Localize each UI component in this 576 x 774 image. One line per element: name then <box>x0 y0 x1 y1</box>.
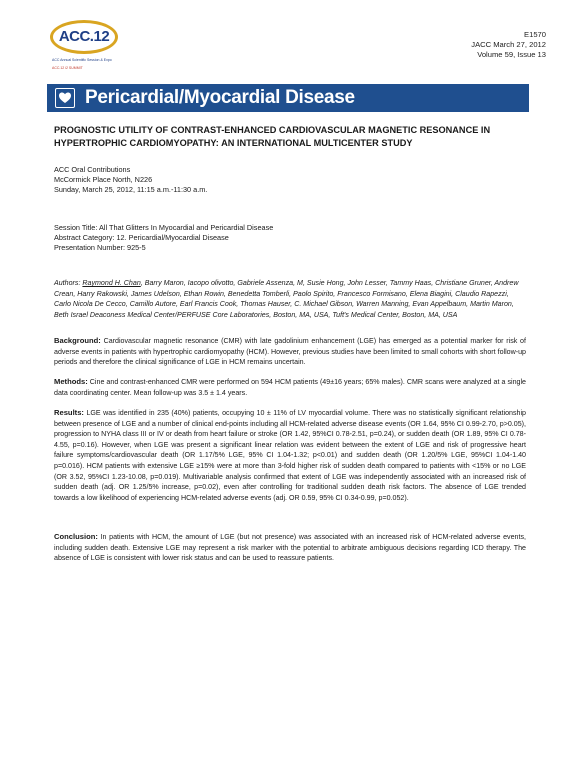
session-type: ACC Oral Contributions <box>54 165 131 174</box>
acc-logo-badge <box>50 20 118 54</box>
methods-text: Cine and contrast-enhanced CMR were performed on 594 HCM patients (49±16 years; 65% males). CMR scans were analyzed at a single data coordinating center. Mean follow-up was 3.5 ± 1.4 years. <box>54 378 526 397</box>
session-datetime: Sunday, March 25, 2012, 11:15 a.m.-11:30 a.m. <box>54 185 208 195</box>
journal-volume: Volume 59, Issue 13 <box>477 50 546 59</box>
background-label: Background: <box>54 336 101 345</box>
authors <box>54 278 526 320</box>
session-location: McCormick Place North, N226 <box>54 175 153 185</box>
conclusion-section <box>54 532 526 564</box>
heart-shield-icon <box>55 88 75 108</box>
acc-logo-sub-tagline: ACC.12 i2 SUMMIT <box>52 66 83 70</box>
article-title: PROGNOSTIC UTILITY OF CONTRAST-ENHANCED CARDIOVASCULAR MAGNETIC RESONANCE IN HYPERTROPHIC CARDIOMYOPATHY: AN INTERNATIONAL MULTICENTER STUDY <box>54 125 491 148</box>
conclusion-text: In patients with HCM, the amount of LGE (but not presence) was associated with an increased risk of HCM-related adverse events, including sudden death. Extensive LGE may represent a risk marker with the potential to arbitrate ambiguous decisions regarding ICD therapy. The absence of LGE is consistent with lower risk status and can be used to reassure patients. <box>54 533 526 563</box>
conclusion-label: Conclusion: <box>54 532 98 541</box>
acc-logo <box>50 20 120 80</box>
section-title: Pericardial/Myocardial Disease <box>85 87 355 108</box>
methods-label: Methods: <box>54 377 88 386</box>
journal-date: JACC March 27, 2012 <box>471 40 546 49</box>
authors-list: , Barry Maron, Iacopo olivotto, Gabriele Assenza, M, Susie Hong, John Lesser, Tammy Haas, Christiane Gruner, Andrew Crean, Harry Rakowski, James Udelson, Ethan Rowin, Benedetta Tomberli, Paolo Spirito, Francesco Formisano, Elena Biagini, Claudio Rapezzi, Carlo Nicola De Cecco, Camillo Autore, Earl Francis Cook, Thomas Hauser, C. Michael Gibson, Warren Manning, Evan Appelbaum, Martin Maron, Beth Israel Deaconess Medical Center/PERFUSE Core Laboratories, Boston, MA, USA, Tuft's Medical Center, Boston, MA, USA <box>54 279 519 319</box>
acc-logo-text: ACC.12 <box>58 28 110 45</box>
acc-logo-tagline: ACC Annual Scientific Session & Expo <box>52 58 112 62</box>
results-label: Results: <box>54 408 84 417</box>
abstract-id: E1570 <box>524 30 546 39</box>
methods-section <box>54 377 526 398</box>
session-title: Session Title: All That Glitters In Myocardial and Pericardial Disease <box>54 223 274 232</box>
abstract-category: Abstract Category: 12. Pericardial/Myocardial Disease <box>54 233 229 243</box>
results-section <box>54 408 526 503</box>
session-details <box>54 223 526 254</box>
presentation-number: Presentation Number: 925-5 <box>54 243 146 253</box>
authors-label: Authors: <box>54 279 81 287</box>
journal-meta <box>471 30 546 60</box>
results-text: LGE was identified in 235 (40%) patients, occupying 10 ± 11% of LV myocardial volume. There was no statistically significant relationship between presence of LGE and a number of clinical end-points including all HCM-related adverse disease events (OR 1.64, 95% CI 0.99-2.70, p>0.05), progression to NYHA class III or IV or death from heart failure or stroke (OR 1.42, 95%CI 0.78-2.51, p=0.24), or sudden death (OR 1.89, 95% CI 0.78-4.55, p=0.16). However, when LGE was present a significant linear relation was evident between the extent of LGE and risk of progressive heart failure symptoms/cardiovascular death (OR 1.17/5% LGE, 95% CI 1.04-1.32; p<0.01) and sudden death (OR 1.20/5% LGE, 95%CI 1.04-1.40 p=0.016). HCM patients with extensive LGE ≥15% were at more than 3-fold higher risk of sudden death compared to patients with <15% or no LGE (OR 3.52, 95%CI 1.23-10.08, p=0.019). Multivariable analysis confirmed that extent of LGE was independently associated with an increased risk of sudden death (adj. OR 1.25/5% increase, p=0.02), even after controlling for traditional sudden death risk factors. The absence of LGE trended towards a low likelihood of experiencing HCM-related adverse events (adj. OR 0.59, 95% CI 0.34-0.99, p=0.052). <box>54 409 526 502</box>
presenter-name: Raymond H. Chan <box>82 279 141 287</box>
section-banner <box>47 84 529 112</box>
background-section <box>54 336 526 368</box>
session-info <box>54 165 526 196</box>
background-text: Cardiovascular magnetic resonance (CMR) with late gadolinium enhancement (LGE) has emerged as a potential marker for risk of adverse events in patients with hypertrophic cardiomyopathy (HCM). However, previous studies have been limited to small cohorts with short follow-up periods and therefore the clinical significance of LGE in HCM remains uncertain. <box>54 337 526 367</box>
